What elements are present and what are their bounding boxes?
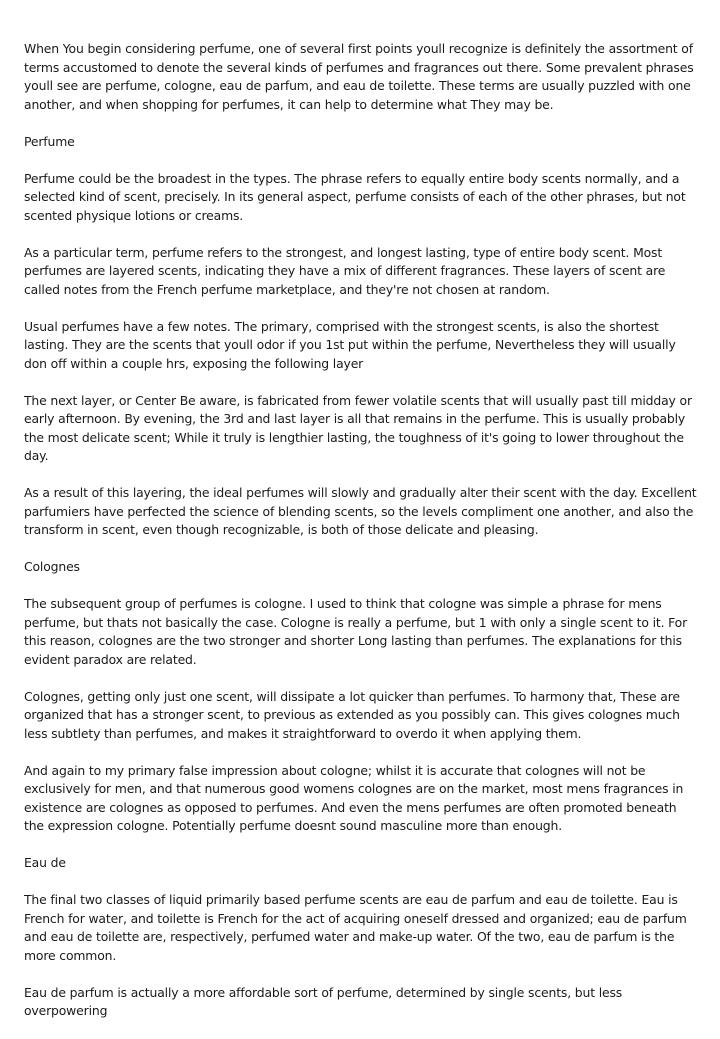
body-paragraph: And again to my primary false impression about cologne; whilst it is accurate that colognes will not be exclusively for men, and that numerous good womens colognes are on the market, most mens fragrances in existence are colognes as opposed to perfumes. And even the mens perfumes are often promoted beneath the expression cologne. Potentially perfume doesnt sound masculine more than enough. [24,762,684,833]
section-heading-eau-de: Eau de [24,855,66,870]
section-heading-colognes: Colognes [24,559,80,574]
body-paragraph: The next layer, or Center Be aware, is fabricated from fewer volatile scents that will usually past till midday or early afternoon. By evening, the 3rd and last layer is all that remains in the perfume. This is usually probably the most delicate scent; While it truly is lengthier lasting, the toughness of it's going to lower throughout the day. [24,392,692,463]
section-heading-perfume: Perfume [24,133,75,149]
body-paragraph: As a result of this layering, the ideal perfumes will slowly and gradually alter their scent with the day. Excellent parfumiers have perfected the science of blending scents, so the levels compliment one another, and also the transform in scent, even though recognizable, is both of those delicate and pleasing. [24,485,697,537]
body-paragraph: Colognes, getting only just one scent, will dissipate a lot quicker than perfumes. To harmony that, These are organized that has a stronger scent, to previous as extended as you possibly can. This gives colognes much less subtlety than perfumes, and makes it straightforward to overdo it when applying them. [24,688,680,741]
body-paragraph-truncated: Eau de parfum is actually a more affordable sort of perfume, determined by single scents, but less overpowering [24,984,623,1018]
body-paragraph: Usual perfumes have a few notes. The primary, comprised with the strongest scents, is also the shortest lasting. They are the scents that youll odor if you 1st put within the perfume, Nevertheless they will usually don off within a couple hrs, exposing the following layer [24,318,676,371]
body-paragraph: The final two classes of liquid primarily based perfume scents are eau de parfum and eau de toilette. Eau is French for water, and toilette is French for the act of acquiring oneself dressed and organized; eau de parfum and eau de toilette are, respectively, perfumed water and make-up water. Of the two, eau de parfum is the more common. [24,892,687,963]
intro-paragraph: When You begin considering perfume, one of several first points youll recognize is definitely the assortment of terms accustomed to denote the several kinds of perfumes and fragrances out there. Some prevalent phrases youll see are perfume, cologne, eau de parfum, and eau de toilette. These terms are usually puzzled with one another, and when shopping for perfumes, it can help to determine what They may be. [24,41,694,112]
body-paragraph: The subsequent group of perfumes is cologne. I used to think that cologne was simple a phrase for mens perfume, but thats not basically the case. Cologne is really a perfume, but 1 with only a single scent to it. For this reason, colognes are the two stronger and shorter Long lasting than perfumes. The explanations for this evident paradox are related. [24,596,688,667]
body-paragraph: Perfume could be the broadest in the types. The phrase refers to equally entire body scents normally, and a selected kind of scent, precisely. In its general aspect, perfume consists of each of the other phrases, but not scented physique lotions or creams. [24,170,686,223]
document-page [24,40,698,1039]
body-paragraph: As a particular term, perfume refers to the strongest, and longest lasting, type of entire body scent. Most perfumes are layered scents, indicating they have a mix of different fragrances. These layers of scent are called notes from the French perfume marketplace, and they're not chosen at random. [24,244,666,297]
